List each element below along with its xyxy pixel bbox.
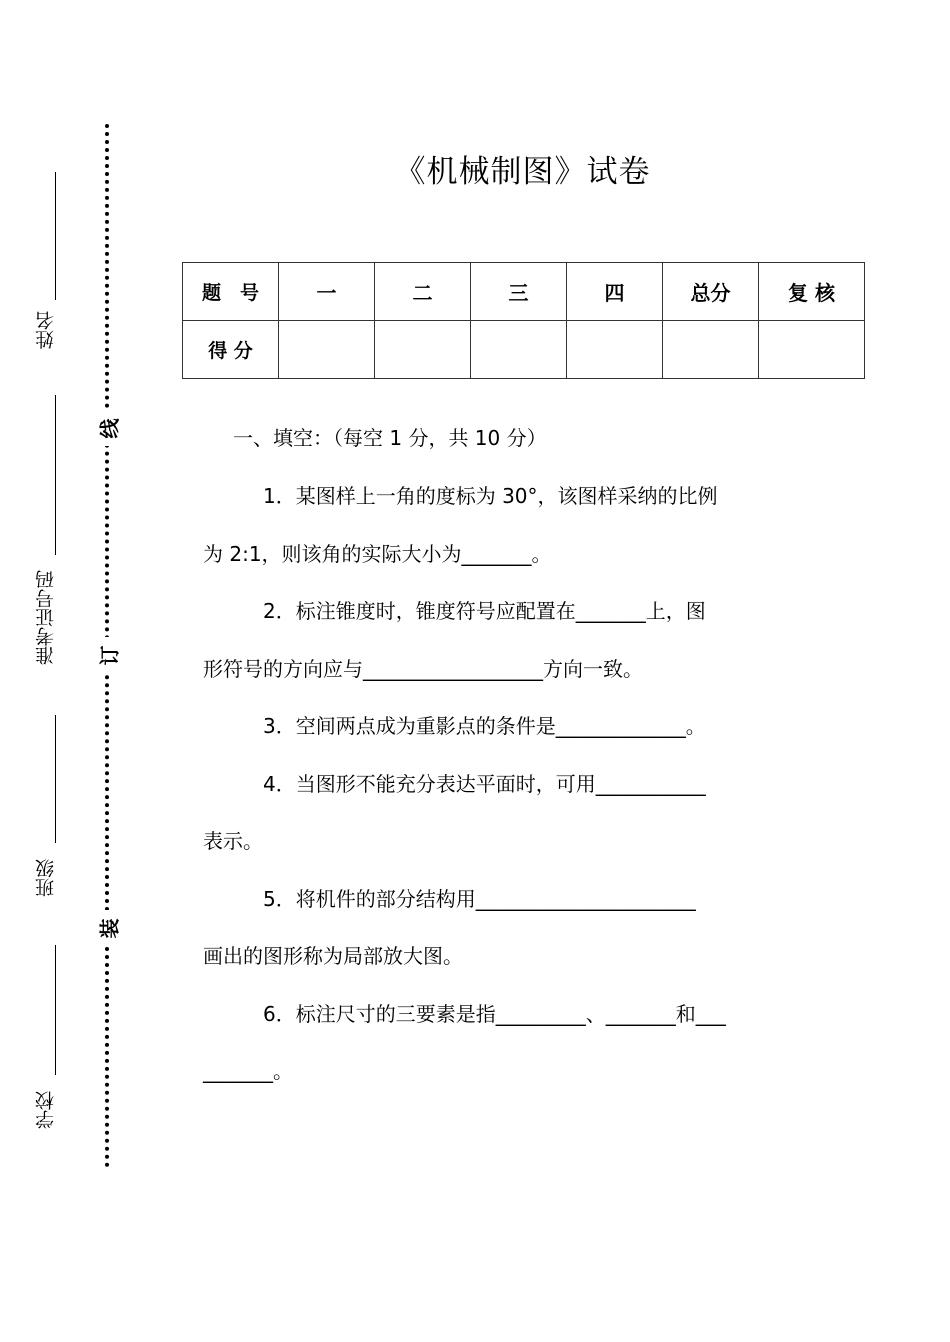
class-label: 班级: [35, 859, 57, 897]
score-table-header-row: [183, 263, 865, 321]
score-cell-2[interactable]: [375, 321, 471, 379]
column-header-total: 总分: [663, 263, 759, 321]
column-header-4: 四: [567, 263, 663, 321]
binding-mark-staple: 装: [90, 910, 126, 946]
score-table: [182, 262, 865, 379]
question-line: 6．标注尺寸的三要素是指_________、_______和___: [263, 1002, 726, 1026]
score-cell-review[interactable]: [759, 321, 865, 379]
question-line: 3．空间两点成为重影点的条件是_____________。: [263, 714, 706, 738]
score-cell-3[interactable]: [471, 321, 567, 379]
question-line: 表示。: [203, 829, 263, 853]
name-label: 姓名: [35, 311, 57, 349]
column-header-3: 三: [471, 263, 567, 321]
question-line: 画出的图形称为局部放大图。: [203, 944, 463, 968]
column-header-1: 一: [279, 263, 375, 321]
name-underline: [55, 172, 56, 300]
class-underline: [55, 715, 56, 843]
column-header-review: 复 核: [759, 263, 865, 321]
school-label: 学校: [35, 1091, 57, 1129]
question-line: 2．标注锥度时，锥度符号应配置在_______上，图: [263, 599, 706, 623]
exam-id-label: 准考证号码: [35, 570, 57, 666]
question-line: 5．将机件的部分结构用______________________: [263, 887, 696, 911]
exam-id-underline: [55, 395, 56, 555]
question-number-label: 题 号: [183, 263, 279, 321]
section-heading: 一、填空：（每空 1 分，共 10 分）: [233, 426, 547, 450]
question-line: _______。: [203, 1059, 293, 1083]
question-line: 为 2:1，则该角的实际大小为_______。: [203, 542, 552, 566]
question-line: 形符号的方向应与__________________方向一致。: [203, 657, 643, 681]
school-underline: [55, 945, 56, 1075]
column-header-2: 二: [375, 263, 471, 321]
score-table-score-row: [183, 321, 865, 379]
question-line: 1．某图样上一角的度标为 30°，该图样采纳的比例: [263, 484, 718, 508]
page-title: 《机械制图》试卷: [394, 154, 651, 190]
question-line: 4．当图形不能充分表达平面时，可用___________: [263, 772, 706, 796]
score-cell-total[interactable]: [663, 321, 759, 379]
score-cell-4[interactable]: [567, 321, 663, 379]
binding-mark-line: 线: [90, 410, 126, 446]
binding-mark-bind: 订: [90, 637, 126, 673]
score-label: 得 分: [183, 321, 279, 379]
score-cell-1[interactable]: [279, 321, 375, 379]
